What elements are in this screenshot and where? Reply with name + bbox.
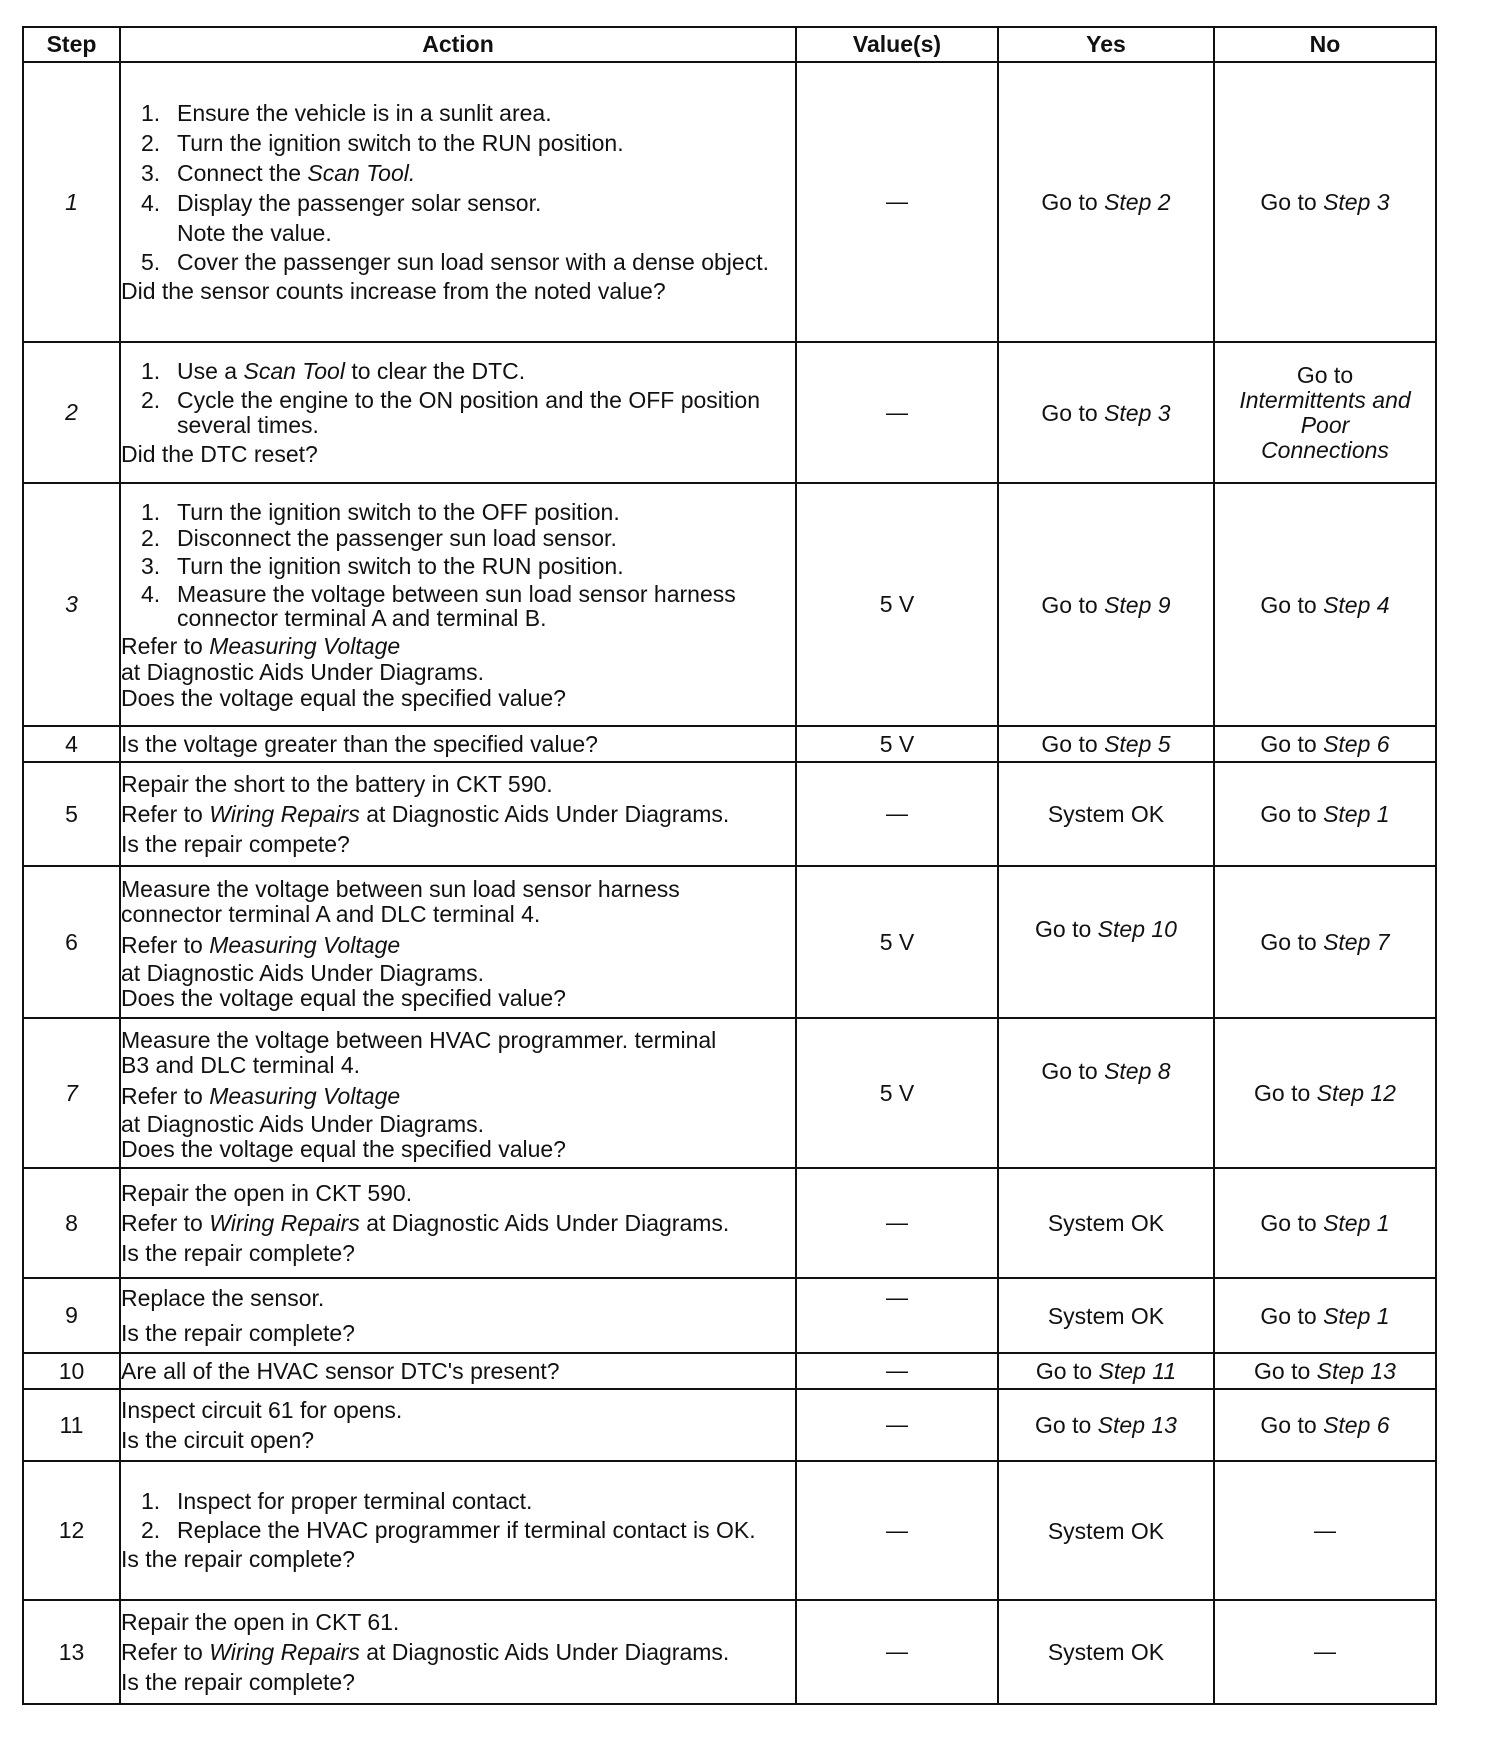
- yes-cell: Go to Step 5: [998, 726, 1214, 762]
- list-item: 2. Disconnect the passenger sun load sensor.: [141, 524, 617, 551]
- no-cell: Go to Step 3: [1214, 62, 1436, 342]
- list-item-note: Note the value.: [177, 219, 332, 246]
- refer-text: Refer to Wiring Repairs at Diagnostic Aids Under Diagrams.: [121, 800, 730, 827]
- yes-cell: Go to Step 10: [998, 866, 1214, 1018]
- question-text: Are all of the HVAC sensor DTC's present?: [121, 1357, 560, 1384]
- table-row-step-4: [23, 726, 1436, 762]
- refer-location: at Diagnostic Aids Under Diagrams.: [121, 959, 485, 986]
- value-cell: 5 V: [796, 866, 998, 1018]
- question-text: Is the repair complete?: [121, 1239, 355, 1266]
- refer-text: Refer to Measuring Voltage: [121, 1082, 401, 1109]
- no-cell: Go to Step 12: [1214, 1018, 1436, 1168]
- list-item: 5. Cover the passenger sun load sensor with a dense object.: [141, 248, 769, 275]
- no-cell: Go to Intermittents and Poor Connections: [1214, 342, 1436, 483]
- action-cell: [120, 866, 796, 1018]
- value-cell: —: [796, 1389, 998, 1461]
- yes-cell: System OK: [998, 1278, 1214, 1353]
- list-item: 3. Connect the Scan Tool.: [141, 159, 416, 186]
- action-cell: [120, 1461, 796, 1600]
- no-cell: Go to Step 1: [1214, 1278, 1436, 1353]
- refer-location: at Diagnostic Aids Under Diagrams.: [121, 658, 485, 685]
- step-number: 5: [23, 762, 120, 866]
- step-number: 11: [23, 1389, 120, 1461]
- list-item: 4. Display the passenger solar sensor.: [141, 189, 542, 216]
- no-cell: Go to Step 13: [1214, 1353, 1436, 1389]
- value-cell: —: [796, 762, 998, 866]
- yes-cell: Go to Step 2: [998, 62, 1214, 342]
- value-cell: —: [796, 1168, 998, 1278]
- list-item: 3. Turn the ignition switch to the RUN position.: [141, 552, 624, 579]
- table-row-step-1: [23, 62, 1436, 342]
- refer-location: at Diagnostic Aids Under Diagrams.: [121, 1110, 485, 1137]
- action-cell: [120, 1353, 796, 1389]
- action-cell: [120, 1600, 796, 1704]
- table-row-step-6: [23, 866, 1436, 1018]
- no-cell: Go to Step 4: [1214, 483, 1436, 726]
- value-cell: 5 V: [796, 483, 998, 726]
- step-number: 6: [23, 866, 120, 1018]
- step-number: 2: [23, 342, 120, 483]
- no-cell: Go to Step 7: [1214, 866, 1436, 1018]
- action-cell: [120, 1168, 796, 1278]
- step-number: 1: [23, 62, 120, 342]
- no-cell: Go to Step 1: [1214, 1168, 1436, 1278]
- question-text: Is the repair complete?: [121, 1546, 355, 1572]
- table-row-step-13: [23, 1600, 1436, 1704]
- header-yes: Yes: [998, 27, 1214, 62]
- value-cell: 5 V: [796, 1018, 998, 1168]
- yes-cell: Go to Step 8: [998, 1018, 1214, 1168]
- no-cell: —: [1214, 1461, 1436, 1600]
- action-text: Repair the open in CKT 61.: [121, 1608, 400, 1635]
- list-item: 1. Inspect for proper terminal contact.: [141, 1488, 533, 1514]
- value-cell: 5 V: [796, 726, 998, 762]
- step-number: 3: [23, 483, 120, 726]
- yes-cell: System OK: [998, 762, 1214, 866]
- action-cell: [120, 1389, 796, 1461]
- list-item: 2. Turn the ignition switch to the RUN position.: [141, 129, 624, 156]
- header-action: Action: [120, 27, 796, 62]
- question-text: Did the DTC reset?: [121, 440, 318, 467]
- step-number: 13: [23, 1600, 120, 1704]
- yes-cell: System OK: [998, 1600, 1214, 1704]
- header-no: No: [1214, 27, 1436, 62]
- list-item: 2. Cycle the engine to the ON position and the OFF position several times.: [141, 386, 760, 438]
- refer-text: Refer to Wiring Repairs at Diagnostic Aids Under Diagrams.: [121, 1638, 730, 1665]
- list-item: 2. Replace the HVAC programmer if terminal contact is OK.: [141, 1517, 756, 1543]
- no-cell: Go to Step 1: [1214, 762, 1436, 866]
- step-number: 7: [23, 1018, 120, 1168]
- action-text: Repair the short to the battery in CKT 590.: [121, 770, 553, 797]
- no-cell: —: [1214, 1600, 1436, 1704]
- action-text: Repair the open in CKT 590.: [121, 1179, 413, 1206]
- table-row-step-3: [23, 483, 1436, 726]
- question-text: Does the voltage equal the specified value?: [121, 984, 566, 1011]
- question-text: Is the repair complete?: [121, 1668, 355, 1695]
- header-values: Value(s): [796, 27, 998, 62]
- action-cell: [120, 1018, 796, 1168]
- table-row-step-12: [23, 1461, 1436, 1600]
- list-item: 1. Ensure the vehicle is in a sunlit area.: [141, 99, 552, 126]
- action-cell: [120, 483, 796, 726]
- table-row-step-7: [23, 1018, 1436, 1168]
- table-row-step-8: [23, 1168, 1436, 1278]
- action-cell: [120, 762, 796, 866]
- step-number: 4: [23, 726, 120, 762]
- refer-text: Refer to Measuring Voltage: [121, 632, 401, 659]
- action-cell: [120, 342, 796, 483]
- question-text: Does the voltage equal the specified value?: [121, 684, 566, 711]
- table-row-step-11: [23, 1389, 1436, 1461]
- step-number: 9: [23, 1278, 120, 1353]
- value-cell: —: [796, 1278, 998, 1353]
- value-cell: —: [796, 342, 998, 483]
- table-row-step-9: [23, 1278, 1436, 1353]
- yes-cell: System OK: [998, 1168, 1214, 1278]
- action-cell: [120, 62, 796, 342]
- question-text: Is the repair complete?: [121, 1319, 355, 1346]
- no-cell: Go to Step 6: [1214, 1389, 1436, 1461]
- question-text: Does the voltage equal the specified value?: [121, 1135, 566, 1162]
- action-text: Inspect circuit 61 for opens.: [121, 1396, 403, 1423]
- action-text: Measure the voltage between sun load sensor harness connector terminal A and DLC terminal 4.: [121, 875, 680, 927]
- header-step: Step: [23, 27, 120, 62]
- question-text: Is the repair compete?: [121, 830, 350, 857]
- yes-cell: Go to Step 9: [998, 483, 1214, 726]
- yes-cell: Go to Step 11: [998, 1353, 1214, 1389]
- value-cell: —: [796, 62, 998, 342]
- question-text: Did the sensor counts increase from the noted value?: [121, 277, 666, 304]
- action-cell: [120, 726, 796, 762]
- diagnostic-table-sheet: [22, 26, 1435, 1705]
- header-row: [23, 27, 1436, 62]
- list-item: 1. Turn the ignition switch to the OFF position.: [141, 498, 620, 525]
- value-cell: —: [796, 1600, 998, 1704]
- action-cell: [120, 1278, 796, 1353]
- action-text: Measure the voltage between HVAC programmer. terminal B3 and DLC terminal 4.: [121, 1026, 717, 1078]
- question-text: Is the voltage greater than the specified value?: [121, 730, 598, 757]
- step-number: 12: [23, 1461, 120, 1600]
- diagnostic-table: [22, 26, 1437, 1705]
- step-number: 8: [23, 1168, 120, 1278]
- question-text: Is the circuit open?: [121, 1426, 315, 1453]
- action-text: Replace the sensor.: [121, 1284, 325, 1311]
- step-number: 10: [23, 1353, 120, 1389]
- yes-cell: System OK: [998, 1461, 1214, 1600]
- value-cell: —: [796, 1353, 998, 1389]
- list-item: 4. Measure the voltage between sun load sensor harness connector terminal A and terminal B.: [141, 580, 736, 631]
- yes-cell: Go to Step 3: [998, 342, 1214, 483]
- table-row-step-10: [23, 1353, 1436, 1389]
- refer-text: Refer to Measuring Voltage: [121, 931, 401, 958]
- value-cell: —: [796, 1461, 998, 1600]
- yes-cell: Go to Step 13: [998, 1389, 1214, 1461]
- refer-text: Refer to Wiring Repairs at Diagnostic Aids Under Diagrams.: [121, 1209, 730, 1236]
- table-row-step-5: [23, 762, 1436, 866]
- list-item: 1. Use a Scan Tool to clear the DTC.: [141, 357, 526, 384]
- table-row-step-2: [23, 342, 1436, 483]
- no-cell: Go to Step 6: [1214, 726, 1436, 762]
